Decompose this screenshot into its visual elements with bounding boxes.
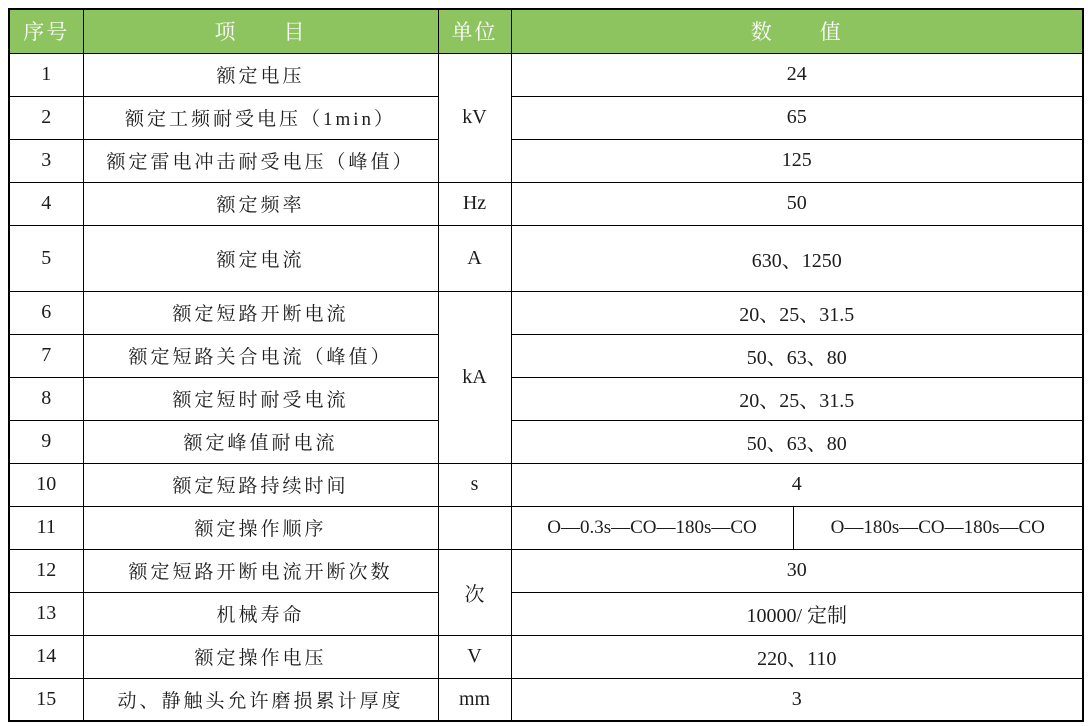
value-cell: 3: [511, 678, 1083, 721]
value-cell: 20、25、31.5: [511, 291, 1083, 334]
table-row-14: [9, 635, 1083, 678]
value-cell-sequence-right: O—180s—CO—180s—CO: [793, 506, 1083, 549]
serial-cell: 14: [9, 635, 83, 678]
value-cell: 20、25、31.5: [511, 377, 1083, 420]
value-cell: 220、110: [511, 635, 1083, 678]
serial-cell: 15: [9, 678, 83, 721]
value-cell: 4: [511, 463, 1083, 506]
value-cell: 630、1250: [511, 225, 1083, 291]
value-cell: 50、63、80: [511, 420, 1083, 463]
table-row-9: [9, 420, 1083, 463]
table-row-1: [9, 53, 1083, 96]
item-cell: 额定电流: [83, 225, 438, 291]
serial-cell: 12: [9, 549, 83, 592]
table-row-10: [9, 463, 1083, 506]
item-cell: 额定短路持续时间: [83, 463, 438, 506]
value-cell: 50: [511, 182, 1083, 225]
serial-cell: 1: [9, 53, 83, 96]
unit-cell-s: s: [438, 463, 511, 506]
item-cell: 额定峰值耐电流: [83, 420, 438, 463]
header-value: 数 值: [511, 9, 1083, 53]
item-cell: 机械寿命: [83, 592, 438, 635]
table-row-13: [9, 592, 1083, 635]
header-serial: 序号: [9, 9, 83, 53]
serial-cell: 13: [9, 592, 83, 635]
table-row-15: [9, 678, 1083, 721]
unit-cell-v: V: [438, 635, 511, 678]
serial-cell: 2: [9, 96, 83, 139]
item-cell: 动、静触头允许磨损累计厚度: [83, 678, 438, 721]
value-cell: 65: [511, 96, 1083, 139]
unit-cell-empty: [438, 506, 511, 549]
item-cell: 额定短路关合电流（峰值）: [83, 334, 438, 377]
serial-cell: 3: [9, 139, 83, 182]
table-row-3: [9, 139, 1083, 182]
value-cell: 50、63、80: [511, 334, 1083, 377]
table-row-8: [9, 377, 1083, 420]
header-unit: 单位: [438, 9, 511, 53]
unit-cell-a: A: [438, 225, 511, 291]
table-row-12: [9, 549, 1083, 592]
unit-cell-hz: Hz: [438, 182, 511, 225]
unit-cell-kv: kV: [438, 53, 511, 182]
serial-cell: 9: [9, 420, 83, 463]
serial-cell: 8: [9, 377, 83, 420]
table-row-4: [9, 182, 1083, 225]
serial-cell: 11: [9, 506, 83, 549]
item-cell: 额定频率: [83, 182, 438, 225]
item-cell: 额定短路开断电流开断次数: [83, 549, 438, 592]
item-cell: 额定操作顺序: [83, 506, 438, 549]
item-cell: 额定短路开断电流: [83, 291, 438, 334]
unit-cell-ci: 次: [438, 549, 511, 635]
serial-cell: 7: [9, 334, 83, 377]
item-cell: 额定雷电冲击耐受电压（峰值）: [83, 139, 438, 182]
spec-table: [8, 8, 1084, 722]
unit-cell-ka: kA: [438, 291, 511, 463]
table-row-2: [9, 96, 1083, 139]
header-item: 项 目: [83, 9, 438, 53]
serial-cell: 5: [9, 225, 83, 291]
item-cell: 额定短时耐受电流: [83, 377, 438, 420]
table-row-11: [9, 506, 1083, 549]
item-cell: 额定工频耐受电压（1min）: [83, 96, 438, 139]
value-cell: 30: [511, 549, 1083, 592]
value-cell: 125: [511, 139, 1083, 182]
serial-cell: 4: [9, 182, 83, 225]
value-cell: 24: [511, 53, 1083, 96]
table-row-7: [9, 334, 1083, 377]
item-cell: 额定电压: [83, 53, 438, 96]
table-row-5: [9, 225, 1083, 291]
value-cell: 10000/ 定制: [511, 592, 1083, 635]
serial-cell: 6: [9, 291, 83, 334]
serial-cell: 10: [9, 463, 83, 506]
table-row-6: [9, 291, 1083, 334]
value-cell-sequence-left: O—0.3s—CO—180s—CO: [511, 506, 793, 549]
unit-cell-mm: mm: [438, 678, 511, 721]
item-cell: 额定操作电压: [83, 635, 438, 678]
table-header-row: [9, 9, 1083, 53]
